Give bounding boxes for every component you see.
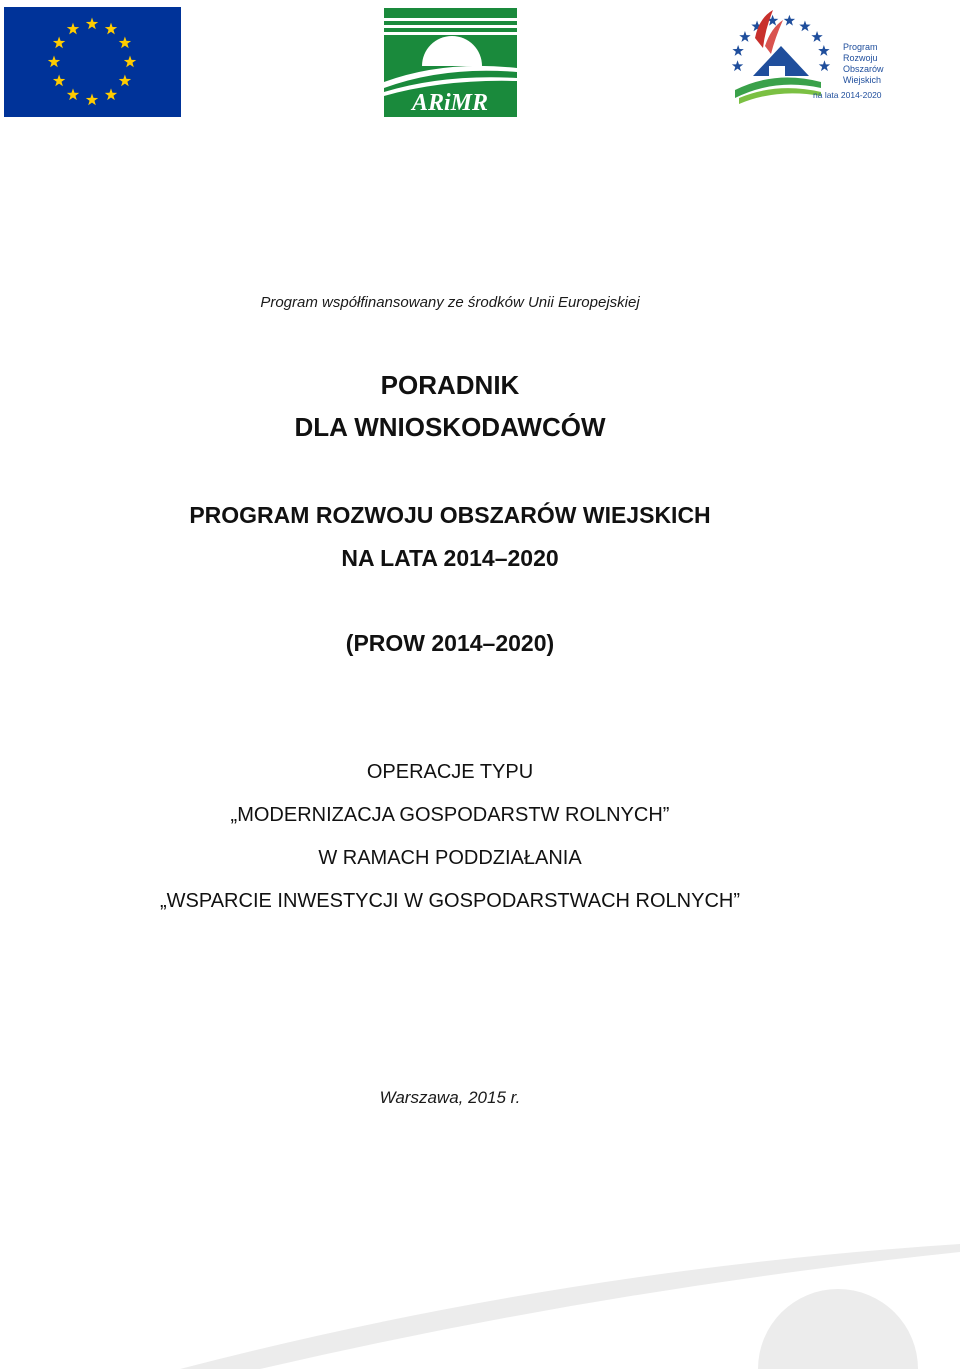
operation-line4: „WSPARCIE INWESTYCJI W GOSPODARSTWACH ROLNYCH” (159, 890, 741, 912)
prow-star-icon (732, 60, 743, 71)
decorative-swoosh (0, 1230, 960, 1369)
prow-logo-line1: Program (843, 42, 878, 52)
operation-line2: „MODERNIZACJA GOSPODARSTW ROLNYCH” (230, 804, 670, 826)
prow-star-icon (739, 31, 750, 42)
prow-star-icon (811, 31, 822, 42)
arimr-logo (384, 8, 517, 117)
document-title-line1: PORADNIK (380, 370, 520, 400)
cofinancing-note: Program współfinansowany ze środków Unii Europejskiej (260, 294, 640, 311)
arimr-logo-text: ARiMR (411, 90, 489, 116)
prow-star-icon (732, 45, 743, 56)
eu-flag-icon (4, 7, 181, 117)
document-title-line2: DLA WNIOSKODAWCÓW (294, 412, 606, 442)
prow-logo-line2: Rozwoju (843, 53, 878, 63)
prow-logo-line3: Obszarów (843, 64, 884, 74)
prow-star-icon (818, 45, 829, 56)
prow-star-icon (784, 15, 795, 26)
prow-logo (725, 8, 890, 110)
operation-line3: W RAMACH PODDZIAŁANIA (318, 847, 582, 869)
program-name-line1: PROGRAM ROZWOJU OBSZARÓW WIEJSKICH (189, 502, 711, 528)
program-name-line2: NA LATA 2014–2020 (341, 545, 559, 571)
prow-star-icon (819, 60, 830, 71)
prow-logo-line4: Wiejskich (843, 75, 882, 85)
program-abbreviation: (PROW 2014–2020) (345, 630, 555, 656)
place-and-date: Warszawa, 2015 r. (379, 1088, 521, 1107)
prow-logo-line5: na lata 2014-2020 (813, 90, 882, 100)
prow-star-icon (799, 20, 810, 31)
operation-line1: OPERACJE TYPU (366, 761, 534, 783)
